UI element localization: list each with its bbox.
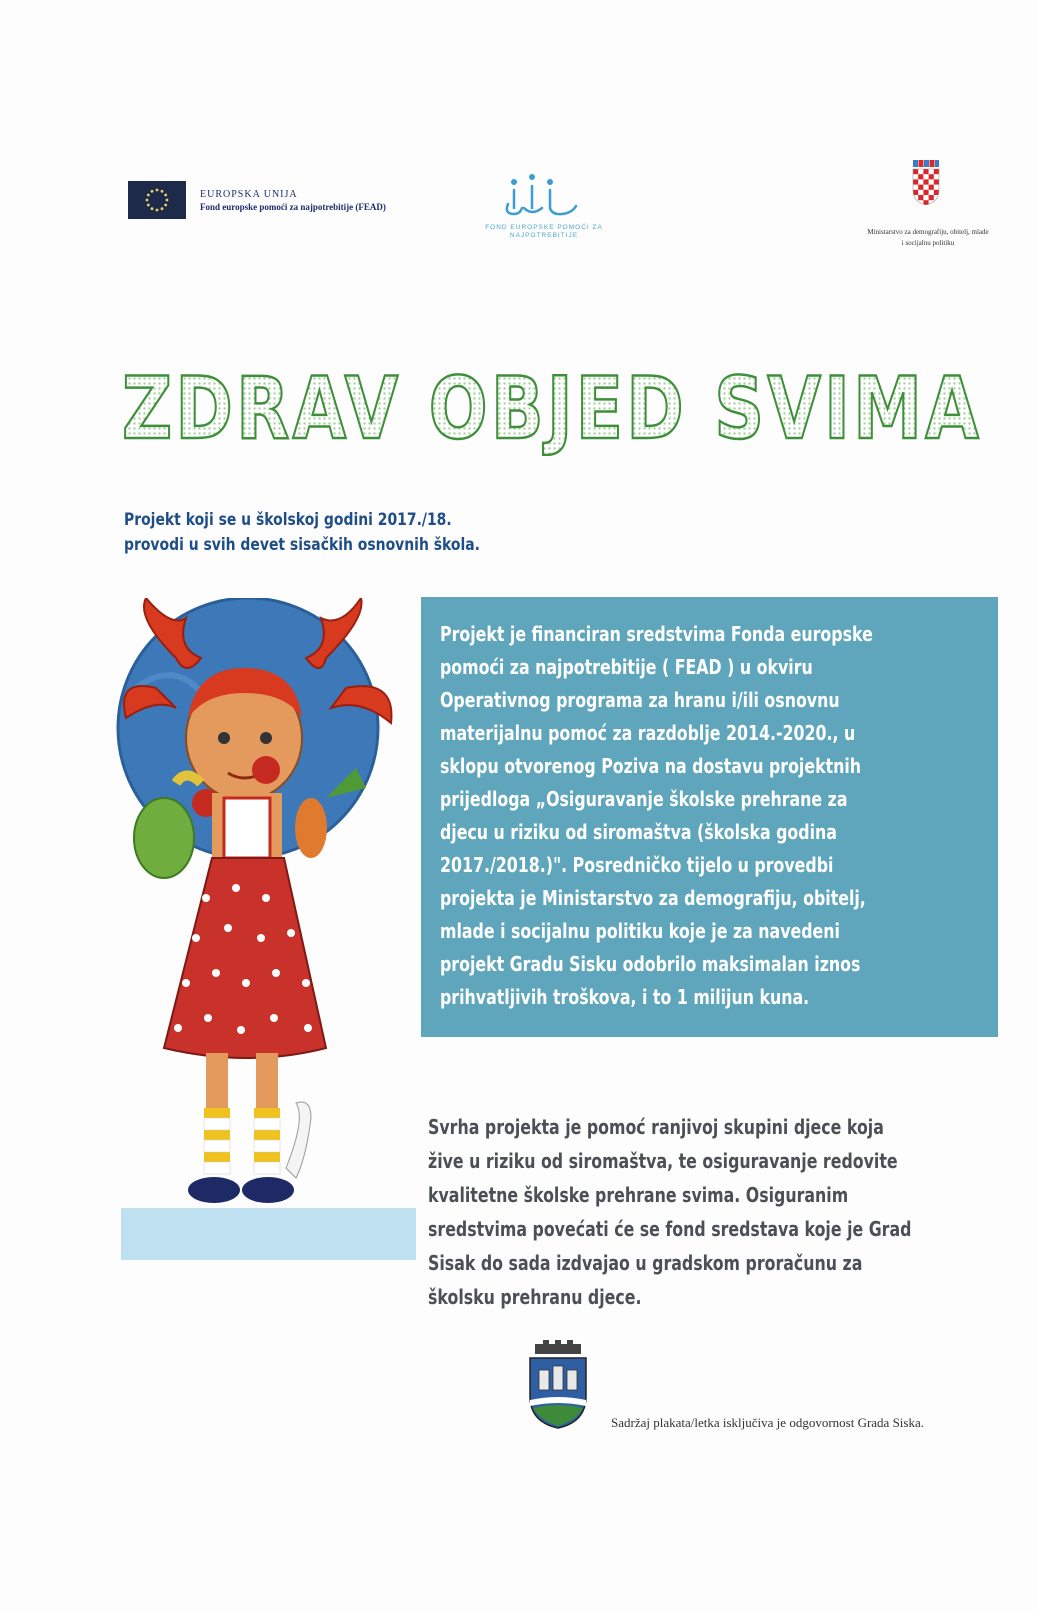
- funding-line: projekta je Ministarstvo za demografiju, obitelj,: [440, 886, 866, 910]
- funding-line: pomoći za najpotrebitije ( FEAD ) u okviru: [440, 655, 813, 679]
- eu-label: [200, 189, 386, 213]
- funding-line: sklopu otvorenog Poziva na dostavu projektnih: [440, 754, 862, 778]
- intro-line-2: provodi u svih devet sisačkih osnovnih škola.: [124, 535, 480, 555]
- funding-line: mlade i socijalnu politiku koje je za navedeni: [440, 919, 840, 943]
- sisak-coat-of-arms-icon: [527, 1340, 589, 1430]
- eu-title: EUROPSKA UNIJA: [200, 189, 298, 200]
- intro-line-1: Projekt koji se u školskoj godini 2017./18.: [124, 510, 452, 530]
- croatian-coat-of-arms-icon: [912, 160, 940, 206]
- funding-info-text: [440, 618, 961, 1014]
- funding-line: Operativnog programa za hranu i/ili osnovnu: [440, 688, 840, 712]
- fead-caption: FOND EUROPSKE POMOĆI ZA NAJPOTREBITIJE: [485, 224, 603, 239]
- eu-fund-name: Fond europske pomoći za najpotrebitije (FEAD): [200, 202, 386, 212]
- funding-line: materijalnu pomoć za razdoblje 2014.-2020., u: [440, 721, 856, 745]
- page-title: [112, 356, 992, 456]
- purpose-line: Sisak do sada izdvajao u gradskom proračunu za: [428, 1251, 863, 1275]
- ministry-caption: Ministarstvo za demografiju, obitelj, mlade i socijalnu politiku: [867, 228, 989, 247]
- footer-disclaimer: Sadržaj plakata/letka isključiva je odgovornost Grada Siska.: [611, 1415, 924, 1430]
- funding-line: Projekt je financiran sredstvima Fonda europske: [440, 622, 873, 646]
- purpose-line: školsku prehranu djece.: [428, 1285, 642, 1309]
- funding-line: 2017./2018.)". Posredničko tijelo u provedbi: [440, 853, 834, 877]
- eu-flag-icon: [128, 181, 186, 219]
- purpose-line: žive u riziku od siromaštva, te osiguravanje redovite: [428, 1149, 898, 1173]
- intro-text: [124, 508, 480, 558]
- purpose-text: [428, 1110, 981, 1314]
- purpose-line: kvalitetne školske prehrane svima. Osiguranim: [428, 1183, 849, 1207]
- funding-line: prijedloga „Osiguravanje školske prehrane za: [440, 787, 848, 811]
- purpose-line: sredstvima povećati će se fond sredstava koje je Grad: [428, 1217, 912, 1241]
- fead-logo-icon: [496, 168, 586, 222]
- funding-line: prihvatljivih troškova, i to 1 milijun kuna.: [440, 985, 810, 1009]
- funding-line: djecu u riziku od siromaštva (školska godina: [440, 820, 837, 844]
- funding-line: projekt Gradu Sisku odobrilo maksimalan iznos: [440, 952, 861, 976]
- page-title-text: ZDRAV OBJED SVIMA: [122, 359, 982, 456]
- girl-illustration: [116, 598, 436, 1310]
- purpose-line: Svrha projekta je pomoć ranjivoj skupini djece koja: [428, 1115, 884, 1139]
